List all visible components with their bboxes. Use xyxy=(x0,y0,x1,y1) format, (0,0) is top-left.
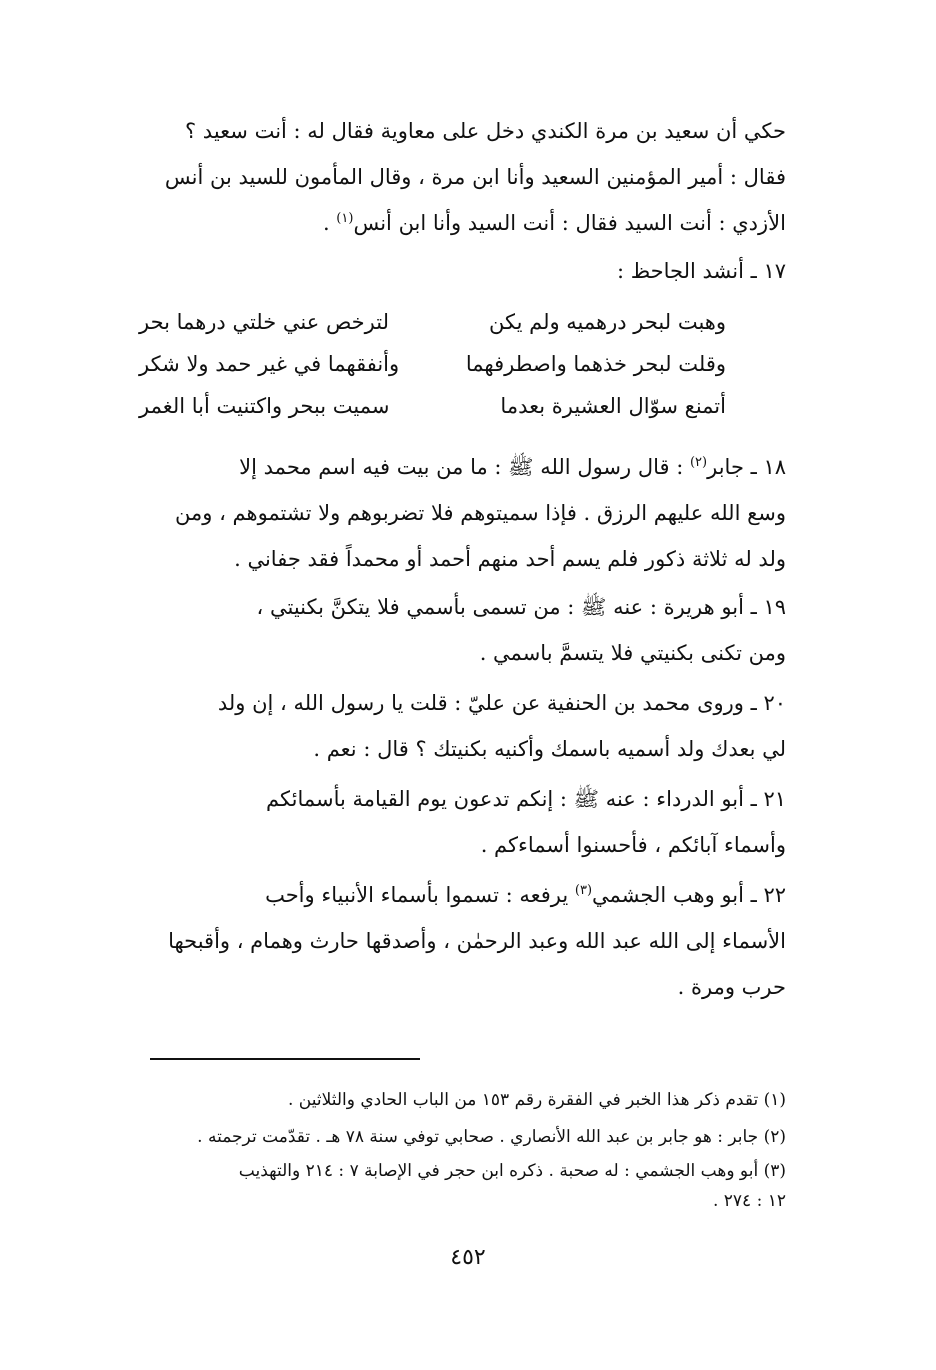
text-line: ٢١ ـ أبو الدرداء : عنه ﷺ : إنكم تدعون يوم القيامة بأسمائكم xyxy=(266,787,786,811)
text-fragment: : قال رسول الله ﷺ : ما من بيت فيه اسم محمد إلا xyxy=(239,455,690,479)
text-line xyxy=(81,872,786,918)
footnote-marker: (٢) xyxy=(689,455,708,470)
verse-second-hemistich: وأنفقهما في غير حمد ولا شكر xyxy=(139,352,400,376)
item-17-heading xyxy=(81,248,786,294)
verse-row xyxy=(81,352,786,392)
text-line: ١٩ ـ أبو هريرة : عنه ﷺ : من تسمى بأسمي فلا يتكنَّ بكنيتي ، xyxy=(256,595,786,619)
item-21-paragraph xyxy=(81,776,786,868)
verse-first-hemistich: وهبت لبحر درهميه ولم يكن xyxy=(489,310,726,334)
text-line: ومن تكنى بكنيتي فلا يتسمَّ باسمي . xyxy=(479,641,786,665)
text-line: وسع الله عليهم الرزق . فإذا سميتوهم فلا تضربوهم ولا تشتموهم ، ومن xyxy=(175,501,786,525)
footnote-3: (٣) أبو وهب الجشمي : له صحبة . ذكره ابن حجر في الإصابة ٧ : ٢١٤ والتهذيب xyxy=(238,1161,786,1181)
text-line xyxy=(81,200,786,246)
text-fragment: الأزدي : أنت السيد فقال : أنت السيد وأنا ابن أنس xyxy=(353,211,786,235)
verse-first-hemistich: أتمنع سوّال العشيرة بعدما xyxy=(500,394,726,418)
verse-row xyxy=(81,310,786,350)
verse-row xyxy=(81,394,786,434)
footnote-separator xyxy=(150,1058,420,1060)
text-fragment: . xyxy=(322,211,337,235)
item-19-paragraph xyxy=(81,584,786,676)
text-line: لي بعدك ولد أسميه باسمك وأكنيه بكنيتك ؟ قال : نعم . xyxy=(313,737,786,761)
text-line: فقال : أمير المؤمنين السعيد وأنا ابن مرة ، وقال المأمون للسيد بن أنس xyxy=(164,165,786,189)
item-20-paragraph xyxy=(81,680,786,772)
text-line: حرب ومرة . xyxy=(677,975,786,999)
intro-paragraph xyxy=(81,108,786,246)
text-line xyxy=(81,444,786,490)
footnote-3-continuation: ١٢ : ٢٧٤ . xyxy=(712,1191,786,1211)
text-line: ٢٠ ـ وروى محمد بن الحنفية عن عليّ : قلت يا رسول الله ، إن ولد xyxy=(217,691,786,715)
footnote-marker: (٣) xyxy=(574,883,593,898)
text-line: ١٧ ـ أنشد الجاحظ : xyxy=(616,259,786,283)
item-22-paragraph xyxy=(81,872,786,1010)
text-fragment: يرفعه : تسموا بأسماء الأنبياء وأحب xyxy=(265,883,575,907)
item-18-paragraph xyxy=(81,444,786,582)
text-fragment: ٢٢ ـ أبو وهب الجشمي xyxy=(592,883,786,907)
text-line: ولد له ثلاثة ذكور فلم يسم أحد منهم أحمد أو محمداً فقد جفاني . xyxy=(234,547,786,571)
text-line: وأسماء آبائكم ، فأحسنوا أسماءكم . xyxy=(480,833,786,857)
text-fragment: ١٨ ـ جابر xyxy=(707,455,786,479)
footnote-marker: (١) xyxy=(336,211,354,226)
page-number: ٤٥٢ xyxy=(450,1245,486,1270)
verse-second-hemistich: سميت ببحر واكتنيت أبا الغمر xyxy=(139,394,390,418)
text-line: حكي أن سعيد بن مرة الكندي دخل على معاوية فقال له : أنت سعيد ؟ xyxy=(184,119,786,143)
text-line: الأسماء إلى الله عبد الله وعبد الرحمٰن ، وأصدقها حارث وهمام ، وأقبحها xyxy=(168,929,786,953)
verse-first-hemistich: وقلت لبحر خذهما واصطرفهما xyxy=(465,352,726,376)
verse-second-hemistich: لترخص عني خلتي درهما بحر xyxy=(139,310,389,334)
footnote-1: (١) تقدم ذكر هذا الخبر في الفقرة رقم ١٥٣ من الباب الحادي والثلاثين . xyxy=(287,1090,786,1110)
footnote-2: (٢) جابر : هو جابر بن عبد الله الأنصاري . صحابي توفي سنة ٧٨ هـ . تقدّمت ترجمته . xyxy=(197,1127,786,1147)
